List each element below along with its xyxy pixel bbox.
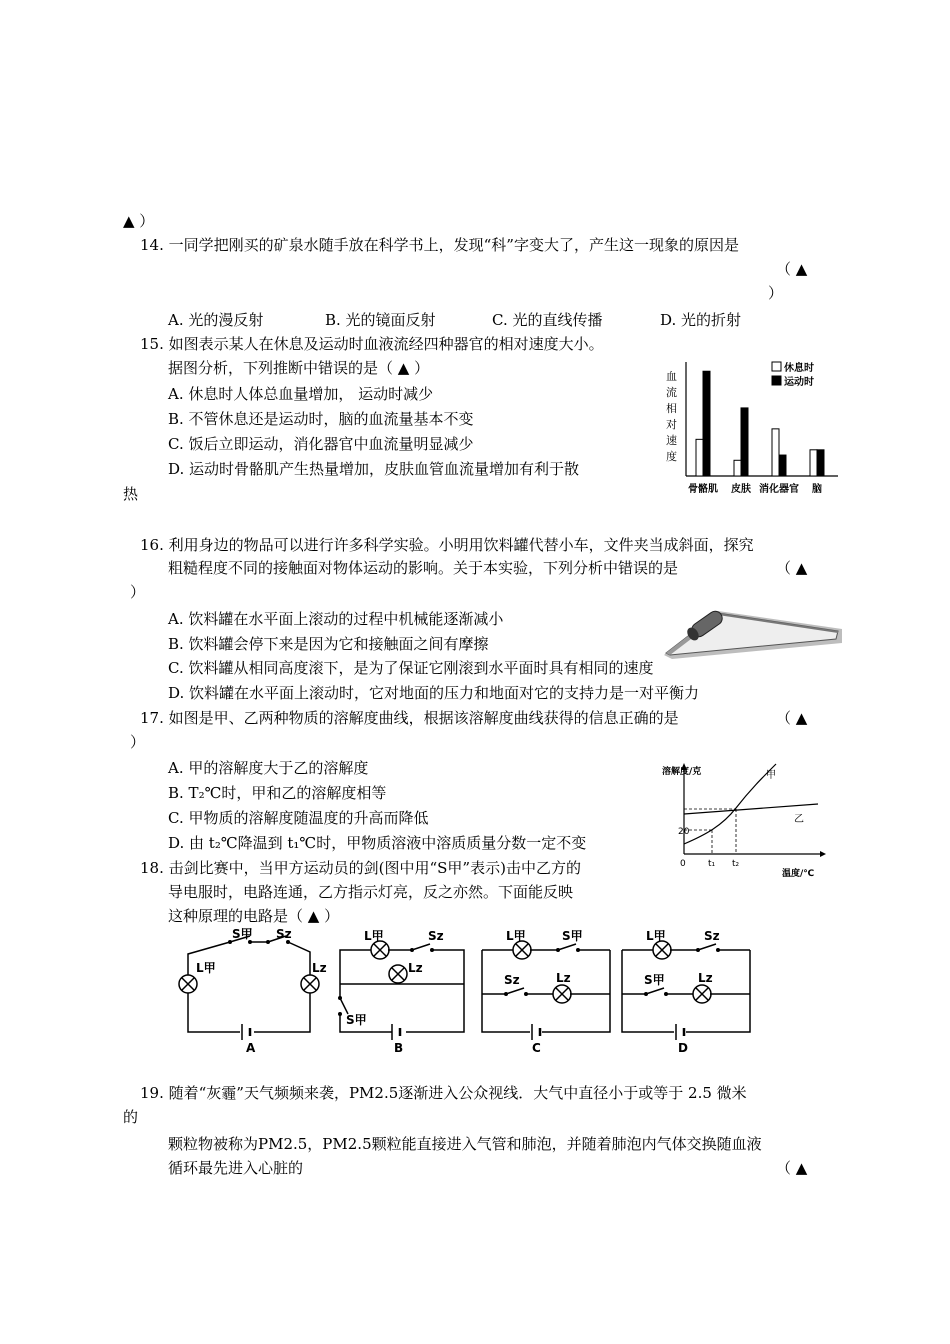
tick-t1: t₁ <box>708 859 716 869</box>
q15-option-c: C. 饭后立即运动，消化器官中血流量明显减少 <box>168 435 474 453</box>
tick-label-1: 皮肤 <box>731 484 751 495</box>
tick-20: 20 <box>678 827 690 837</box>
circuit-b-l-jia: L甲 <box>364 929 384 943</box>
q17-answer-paren: （ ▲ <box>776 709 808 727</box>
q17-answer-paren-close: ） <box>130 733 146 751</box>
circuit-d-label: D <box>678 1041 688 1055</box>
circuit-d-s-jia: S甲 <box>644 973 665 987</box>
circuit-a-l-jia: L甲 <box>196 961 216 975</box>
q16-option-d: D. 饮料罐在水平面上滚动时，它对地面的压力和地面对它的支持力是一对平衡力 <box>168 684 700 702</box>
q19-stem-line3: 循环最先进入心脏的 <box>168 1159 304 1177</box>
bar-exercise-2 <box>779 455 786 476</box>
circuit-b <box>338 929 464 1055</box>
bar-rest-2 <box>772 429 779 476</box>
q14-option-c: C. 光的直线传播 <box>492 311 603 329</box>
circuit-c-s-yi: Sz <box>504 973 520 987</box>
q17-option-c: C. 甲物质的溶解度随温度的升高而降低 <box>168 809 429 827</box>
prev-question-fragment: ▲ ） <box>123 212 155 230</box>
circuit-a-s-yi: Sz <box>276 927 292 941</box>
tick-label-0: 骨骼肌 <box>688 484 718 495</box>
q15-option-d-wrap: 热 <box>123 485 139 503</box>
q19-stem-line1-wrap: 的 <box>123 1108 139 1126</box>
q17-option-d: D. 由 t₂℃降温到 t₁℃时，甲物质溶液中溶质质量分数一定不变 <box>168 834 587 852</box>
circuit-a-s-jia: S甲 <box>232 927 253 941</box>
q19-stem-line1: 19. 随着“灰霾”天气频频来袭，PM2.5逐渐进入公众视线．大气中直径小于或等于 2.5 微米 <box>140 1084 747 1102</box>
legend-label-1: 运动时 <box>784 377 814 388</box>
circuit-b-s-jia: S甲 <box>346 1013 367 1027</box>
circuit-b-label: B <box>394 1041 404 1055</box>
q16-answer-paren: （ ▲ <box>776 559 808 577</box>
q16-stem-line1: 16. 利用身边的物品可以进行许多科学实验。小明用饮料罐代替小车，文件夹当成斜面，探究 <box>140 536 754 554</box>
circuit-d-s-yi: Sz <box>704 929 720 943</box>
circuit-a <box>179 927 327 1055</box>
y-axis-label-char: 速 <box>666 434 677 447</box>
bar-exercise-1 <box>741 408 748 476</box>
circuit-c-l-jia: L甲 <box>506 929 526 943</box>
q18-stem-line1: 18. 击剑比赛中，当甲方运动员的剑(图中用“S甲”表示)击中乙方的 <box>140 859 581 877</box>
bar-rest-3 <box>810 450 817 476</box>
q15-bar-chart <box>660 358 846 500</box>
legend-swatch-0 <box>772 362 781 371</box>
tick-t2: t₂ <box>732 859 740 869</box>
q16-option-c: C. 饮料罐从相同高度滚下，是为了保证它刚滚到水平面时具有相同的速度 <box>168 659 654 677</box>
q16-answer-paren-close: ） <box>130 583 146 601</box>
q17-stem: 17. 如图是甲、乙两种物质的溶解度曲线，根据该溶解度曲线获得的信息正确的是 <box>140 709 679 727</box>
q17-option-a: A. 甲的溶解度大于乙的溶解度 <box>168 759 369 777</box>
circuit-d-l-yi: Lz <box>698 971 713 985</box>
q14-answer-paren-close: ） <box>768 284 784 302</box>
label-jia: 甲 <box>766 770 776 781</box>
q19-answer-paren: （ ▲ <box>776 1159 808 1177</box>
q14-option-d: D. 光的折射 <box>660 311 742 329</box>
y-axis-label-char: 流 <box>666 386 677 399</box>
q18-stem-line3: 这种原理的电路是（ ▲ ） <box>168 907 340 925</box>
q14-answer-paren: （ ▲ <box>776 260 808 278</box>
bar-exercise-0 <box>703 371 710 476</box>
legend-label-0: 休息时 <box>784 363 814 374</box>
y-axis-label-char: 血 <box>666 370 677 383</box>
tick-label-2: 消化器官 <box>759 484 799 495</box>
q15-option-a: A. 休息时人体总血量增加， 运动时减少 <box>168 385 434 403</box>
q16-option-a: A. 饮料罐在水平面上滚动的过程中机械能逐渐减小 <box>168 610 504 628</box>
y-axis-label-char: 度 <box>666 450 677 463</box>
circuit-b-s-yi: Sz <box>428 929 444 943</box>
circuit-c-s-jia: S甲 <box>562 929 583 943</box>
solubility-curve-graph <box>660 760 830 880</box>
q19-stem-line2: 颗粒物被称为PM2.5，PM2.5颗粒能直接进入气管和肺泡，并随着肺泡内气体交换随血液 <box>168 1135 762 1153</box>
ramp-can-illustration <box>662 603 846 659</box>
q15-option-d: D. 运动时骨骼肌产生热量增加，皮肤血管血流量增加有利于散 <box>168 460 580 478</box>
q14-option-a: A. 光的漫反射 <box>168 311 264 329</box>
bar-rest-0 <box>696 439 703 476</box>
origin-label: 0 <box>680 859 686 869</box>
bar-rest-1 <box>734 460 741 476</box>
q15-stem-line2: 据图分析，下列推断中错误的是（ ▲ ） <box>168 359 430 377</box>
y-axis-label-char: 相 <box>666 402 677 415</box>
x-axis-label: 温度/℃ <box>782 869 815 879</box>
q18-circuit-diagrams <box>170 924 770 1064</box>
y-axis-label-char: 对 <box>666 418 677 431</box>
circuit-b-l-yi: Lz <box>408 961 423 975</box>
bar-exercise-3 <box>817 450 824 476</box>
y-axis-label-1: 溶解度/克 <box>662 767 702 777</box>
q14-option-b: B. 光的镜面反射 <box>325 311 436 329</box>
q15-option-b: B. 不管休息还是运动时，脑的血流量基本不变 <box>168 410 474 428</box>
q18-stem-line2: 导电服时，电路连通，乙方指示灯亮，反之亦然。下面能反映 <box>168 883 574 901</box>
q16-stem-line2: 粗糙程度不同的接触面对物体运动的影响。关于本实验，下列分析中错误的是 <box>168 559 679 577</box>
circuit-c <box>482 929 610 1055</box>
circuit-d-l-jia: L甲 <box>646 929 666 943</box>
label-yi: 乙 <box>794 814 804 825</box>
tick-label-3: 脑 <box>812 484 822 495</box>
legend-swatch-1 <box>772 376 781 385</box>
q15-stem-line1: 15. 如图表示某人在休息及运动时血液流经四种器官的相对速度大小。 <box>140 335 604 353</box>
circuit-a-l-yi: Lz <box>312 961 327 975</box>
circuit-c-l-yi: Lz <box>556 971 571 985</box>
circuit-a-label: A <box>246 1041 256 1055</box>
circuit-c-label: C <box>532 1041 541 1055</box>
q16-option-b: B. 饮料罐会停下来是因为它和接触面之间有摩擦 <box>168 635 489 653</box>
circuit-d <box>622 929 750 1055</box>
q14-stem: 14. 一同学把刚买的矿泉水随手放在科学书上，发现“科”字变大了，产生这一现象的原因是 <box>140 236 739 254</box>
q17-option-b: B. T₂℃时，甲和乙的溶解度相等 <box>168 784 387 802</box>
